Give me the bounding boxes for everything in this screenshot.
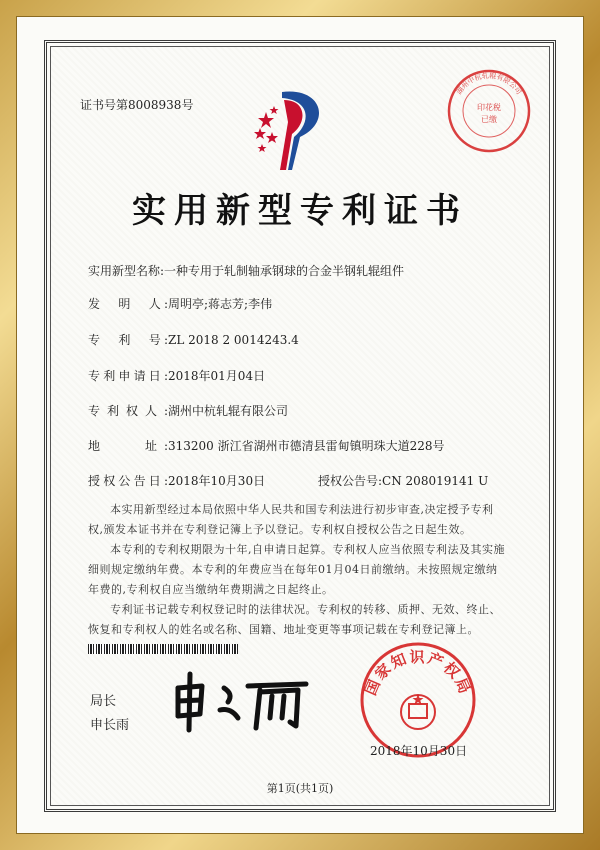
grant-no-row [318, 472, 488, 489]
grant-date-value: 2018年10月30日 [168, 474, 266, 488]
address-label: 地 址: [88, 439, 168, 453]
paragraph-3: 专利证书记载专利权登记时的法律状况。专利权的转移、质押、无效、终止、恢复和专利权人的姓名或名称、国籍、地址变更等事项记载在专利登记簿上。 [88, 603, 501, 636]
grant-no-label: 授权公告号: [318, 474, 383, 488]
utility-name-label: 实用新型名称: [88, 264, 165, 278]
address-row [88, 437, 445, 454]
signature-title: 局长 [90, 694, 117, 709]
filing-date-value: 2018年01月04日 [168, 369, 266, 383]
barcode-icon [88, 644, 238, 654]
grant-date-row [88, 472, 265, 489]
patentee-label: 专利权人: [88, 404, 168, 418]
cnipa-logo-icon [252, 82, 336, 174]
patentee-value: 湖州中杭轧辊有限公司 [168, 404, 289, 418]
inventor-value: 周明亭;蒋志芳;李伟 [168, 297, 273, 311]
certificate-number: 证书号第8008938号 [80, 98, 194, 112]
filing-date-label: 专利申请日: [88, 369, 168, 383]
page-footer: 第1页(共1页) [266, 782, 334, 795]
signature-name: 申长雨 [90, 718, 130, 733]
utility-name-row [88, 262, 404, 279]
seal-date: 2018年10月30日 [370, 744, 468, 758]
grant-date-label: 授权公告日: [88, 474, 168, 488]
patent-no-value: ZL 2018 2 0014243.4 [168, 333, 299, 347]
paragraph-1: 本实用新型经过本局依照中华人民共和国专利法进行初步审查,决定授予专利权,颁发本证书并在专利登记簿上予以登记。专利权自授权公告之日起生效。 [88, 503, 494, 536]
tax-stamp-icon [446, 68, 532, 154]
patent-no-row [88, 331, 299, 348]
svg-text:印花税: 印花税 [477, 103, 501, 112]
certificate-title: 实用新型专利证书 [132, 191, 468, 231]
svg-text:湖州中杭轧辊有限公司: 湖州中杭轧辊有限公司 [455, 71, 523, 96]
handwritten-signature-icon [168, 668, 310, 734]
paragraph-2: 本专利的专利权期限为十年,自申请日起算。专利权人应当依照专利法及其实施细则规定缴纳年费。本专利的年费应当在每年01月04日前缴纳。未按照规定缴纳年费的,专利权自应当缴纳年费期满之日起终止。 [88, 543, 505, 596]
patentee-row [88, 402, 288, 419]
svg-text:已缴: 已缴 [481, 115, 497, 124]
patent-no-label: 专 利 号: [88, 333, 168, 347]
filing-date-row [88, 367, 265, 384]
grant-no-value: CN 208019141 U [382, 474, 489, 488]
svg-text:国家知识产权局: 国家知识产权局 [361, 648, 475, 698]
address-value: 313200 浙江省湖州市德清县雷甸镇明珠大道228号 [168, 439, 445, 453]
inventor-label: 发 明 人: [88, 297, 168, 311]
utility-name-value: 一种专用于轧制轴承钢球的合金半钢轧辊组件 [164, 264, 405, 278]
inventor-row [88, 295, 272, 312]
